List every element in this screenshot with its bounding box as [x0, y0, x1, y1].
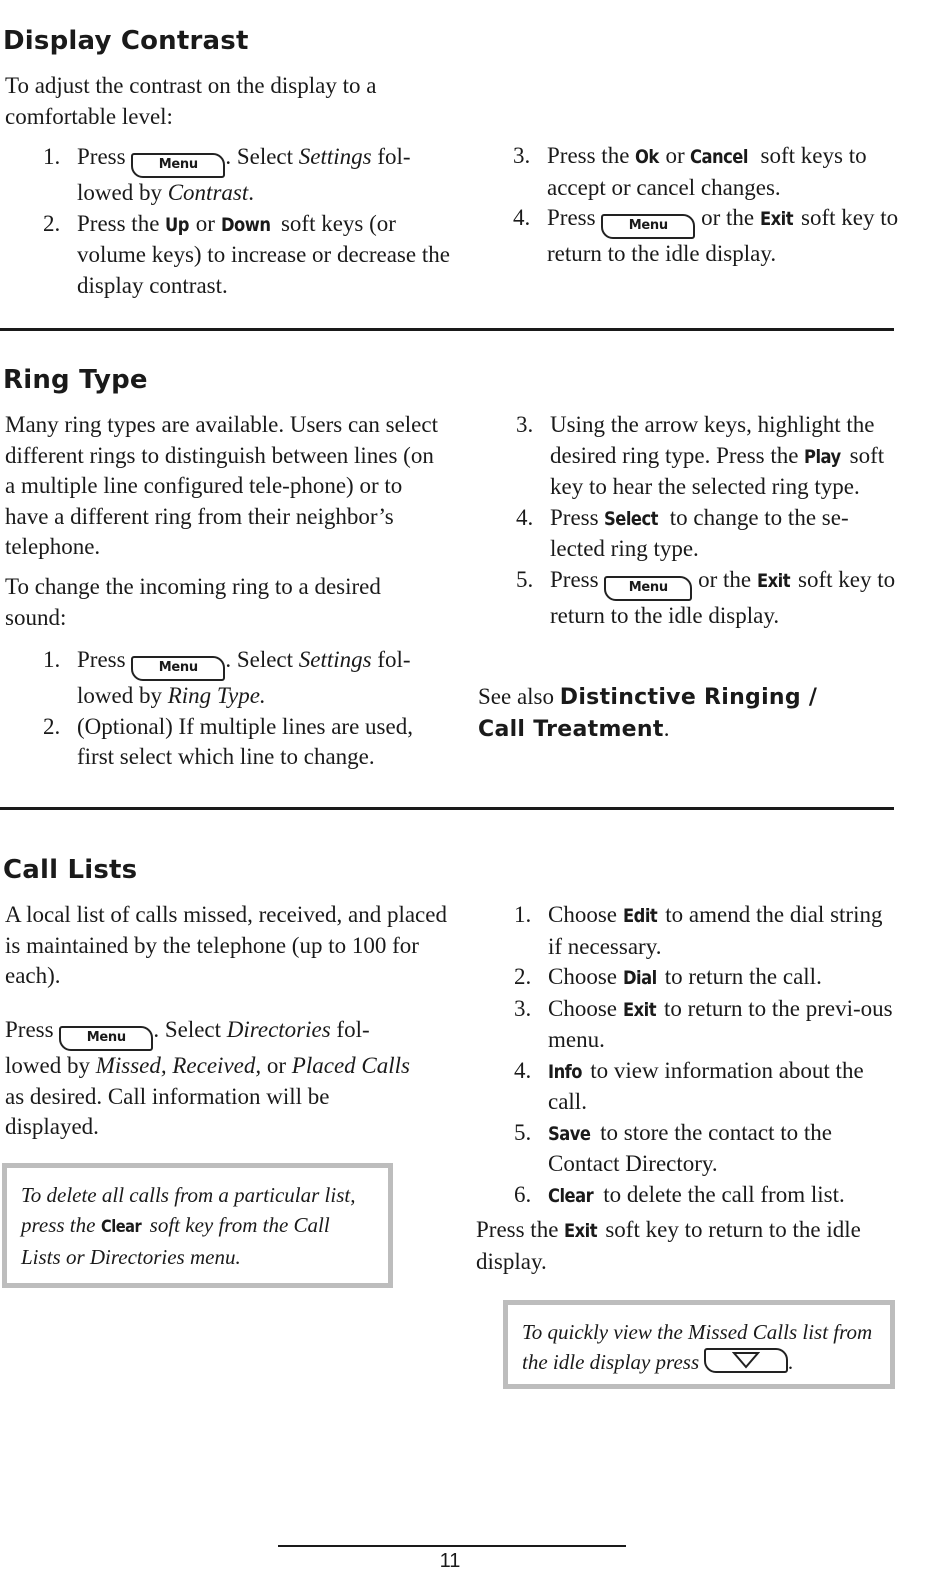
display-contrast-step-2: [5, 209, 450, 302]
step-text: to change to the se-lected ring type.: [550, 504, 849, 561]
para-text: or: [266, 1053, 287, 1078]
section-divider: [0, 328, 894, 331]
step-text: or: [195, 210, 215, 236]
ring-type-step-5: [508, 565, 900, 632]
ring-type-title: Ring Type: [3, 365, 148, 395]
note-text: To delete all calls from a particular list, press the: [21, 1183, 356, 1237]
ok-softkey-label: Ok: [635, 146, 659, 168]
call-lists-step: [506, 1118, 900, 1180]
menu-key-icon: Menu: [131, 656, 225, 681]
step-text: Press: [77, 144, 126, 169]
step-number: 5.: [514, 1119, 532, 1145]
note-text: To quickly view the Missed Calls list from the idle display press: [522, 1320, 873, 1374]
step-number: 3.: [514, 995, 532, 1021]
step-text: Press the: [547, 143, 630, 168]
step-number: 1.: [43, 144, 61, 169]
settings-menu-label: Settings: [298, 647, 372, 672]
settings-menu-label: Settings: [298, 144, 372, 169]
missed-received-menu-label: Missed, Received,: [95, 1053, 262, 1078]
call-lists-press-para: [5, 1015, 425, 1143]
step-text: Choose: [548, 964, 617, 989]
see-also-text: .: [663, 715, 670, 741]
distinctive-ringing-reference: Distinctive Ringing /: [559, 685, 818, 710]
step-text: fol-: [377, 647, 411, 672]
display-contrast-steps-right: [505, 141, 900, 270]
step-number: 3.: [516, 412, 534, 437]
select-softkey-label: Select: [604, 507, 659, 530]
step-text: soft key to hear the selected ring type.: [550, 442, 885, 499]
ring-type-menu-label: Ring Type.: [167, 683, 266, 708]
up-softkey-label: Up: [165, 213, 190, 236]
step-number: 2.: [514, 964, 532, 989]
calls-menu-label: Calls: [361, 1053, 410, 1078]
step-text: or the: [701, 205, 755, 230]
display-contrast-steps-left: [5, 142, 450, 301]
para-text: fol-: [336, 1017, 370, 1042]
step-number: 5.: [516, 566, 534, 592]
step-number: 1.: [514, 902, 532, 927]
ring-type-step-4: [508, 503, 900, 565]
missed-calls-note: [503, 1300, 895, 1389]
step-text: to view information about the call.: [548, 1057, 864, 1114]
call-lists-steps: [506, 900, 900, 1211]
call-lists-intro: A local list of calls missed, received, and placed is maintained by the telephone (up to 100 for each).: [5, 902, 447, 988]
step-text: or the: [698, 566, 752, 592]
ring-type-step-1: [5, 645, 450, 712]
call-lists-step: [506, 962, 900, 994]
exit-softkey-label: Exit: [564, 1220, 598, 1242]
step-text: to delete the call from list.: [603, 1181, 845, 1207]
see-also-text: See also: [478, 684, 555, 709]
step-text: to amend the dial string if necessary.: [548, 902, 883, 959]
step-text: . Select: [225, 144, 294, 169]
para-text: soft key to return to the idle display.: [476, 1217, 861, 1274]
ring-type-steps-right: [508, 410, 900, 631]
step-number: 4.: [513, 205, 531, 230]
ring-type-step-2: [5, 712, 450, 773]
step-text: Press the: [77, 210, 160, 236]
ring-type-steps-left: [5, 645, 450, 773]
step-text: Press: [77, 647, 126, 672]
para-text: as desired. Call information will be displayed.: [5, 1083, 330, 1139]
dial-softkey-label: Dial: [622, 967, 657, 989]
step-text: or: [665, 143, 685, 168]
display-contrast-step-1: [5, 142, 450, 209]
exit-softkey-label: Exit: [622, 998, 656, 1021]
step-text: to return the call.: [664, 964, 822, 989]
display-contrast-step-4: [505, 203, 900, 270]
step-text: to store the contact to the Contact Directory.: [548, 1119, 832, 1176]
step-text: soft key to return to the idle display.: [547, 205, 899, 266]
call-lists-exit-para: [476, 1215, 896, 1277]
step-number: 1.: [43, 647, 61, 672]
clear-softkey-label: Clear: [548, 1184, 594, 1207]
step-text: Press: [547, 205, 596, 230]
step-text: Press: [550, 566, 599, 592]
step-text: to return to the previ-ous menu.: [548, 995, 893, 1052]
page-number: 11: [439, 1550, 461, 1572]
step-text: soft keys (or volume keys) to increase or decrease the display contrast.: [77, 210, 450, 298]
step-number: 2.: [43, 210, 61, 236]
step-number: 4.: [514, 1057, 532, 1083]
call-lists-step: [506, 994, 900, 1056]
step-text: . Select: [225, 647, 294, 672]
footer-divider: [278, 1545, 626, 1547]
step-text: Press: [550, 504, 599, 530]
ring-type-change-intro: To change the incoming ring to a desired sound:: [5, 574, 381, 630]
step-number: 3.: [513, 143, 531, 168]
save-softkey-label: Save: [548, 1122, 591, 1145]
step-text: soft keys to accept or cancel changes.: [547, 143, 867, 200]
ring-type-intro: Many ring types are available. Users can select different rings to distinguish between lines (on a multiple line configured tele-phone) or to have a different ring from their neighbor’s telephone.: [5, 412, 438, 559]
contrast-menu-label: Contrast: [167, 180, 249, 205]
note-text: .: [788, 1350, 794, 1374]
step-number: 2.: [43, 713, 61, 739]
step-number: 6.: [514, 1181, 532, 1207]
step-number: 4.: [516, 504, 534, 530]
display-contrast-step-3: [505, 141, 900, 203]
step-text: lowed by: [77, 683, 162, 708]
menu-key-icon: Menu: [59, 1026, 153, 1051]
call-lists-step: [506, 1056, 900, 1118]
para-text: Press the: [476, 1217, 559, 1242]
down-softkey-label: Down: [220, 213, 271, 236]
section-divider: [0, 807, 894, 810]
placed-menu-label: Placed: [291, 1053, 356, 1078]
step-text: .: [248, 180, 254, 205]
call-lists-step: [506, 900, 900, 962]
note-text: soft key from the Call Lists or Directories menu.: [21, 1213, 330, 1269]
menu-key-icon: Menu: [604, 576, 692, 601]
step-text: (Optional) If multiple lines are used, first select which line to change.: [77, 713, 413, 769]
play-softkey-label: Play: [804, 445, 841, 468]
exit-softkey-label: Exit: [756, 569, 790, 592]
cancel-softkey-label: Cancel: [690, 146, 749, 168]
info-softkey-label: Info: [548, 1060, 582, 1083]
ring-type-step-3: [508, 410, 900, 503]
call-lists-title: Call Lists: [3, 855, 138, 885]
delete-calls-note: [2, 1163, 393, 1288]
down-arrow-key-icon: [704, 1348, 788, 1373]
step-text: fol-: [377, 144, 411, 169]
display-contrast-title: Display Contrast: [3, 26, 249, 56]
para-text: lowed by: [5, 1053, 90, 1078]
directories-menu-label: Directories: [226, 1017, 331, 1042]
clear-softkey-label: Clear: [100, 1217, 141, 1237]
display-contrast-intro: To adjust the contrast on the display to a comfortable level:: [5, 73, 377, 129]
step-text: Choose: [548, 995, 617, 1021]
edit-softkey-label: Edit: [622, 905, 657, 927]
step-text: lowed by: [77, 180, 162, 205]
step-text: Using the arrow keys, highlight the desired ring type. Press the: [550, 412, 875, 468]
call-treatment-reference: Call Treatment: [478, 716, 664, 742]
step-text: soft key to return to the idle display.: [550, 566, 896, 628]
ring-type-see-also: [478, 682, 898, 745]
call-lists-step: [506, 1180, 900, 1212]
menu-key-icon: Menu: [601, 214, 695, 239]
para-text: . Select: [153, 1017, 222, 1042]
exit-softkey-label: Exit: [759, 208, 793, 230]
step-text: Choose: [548, 902, 617, 927]
para-text: Press: [5, 1017, 54, 1042]
menu-key-icon: Menu: [131, 153, 225, 178]
